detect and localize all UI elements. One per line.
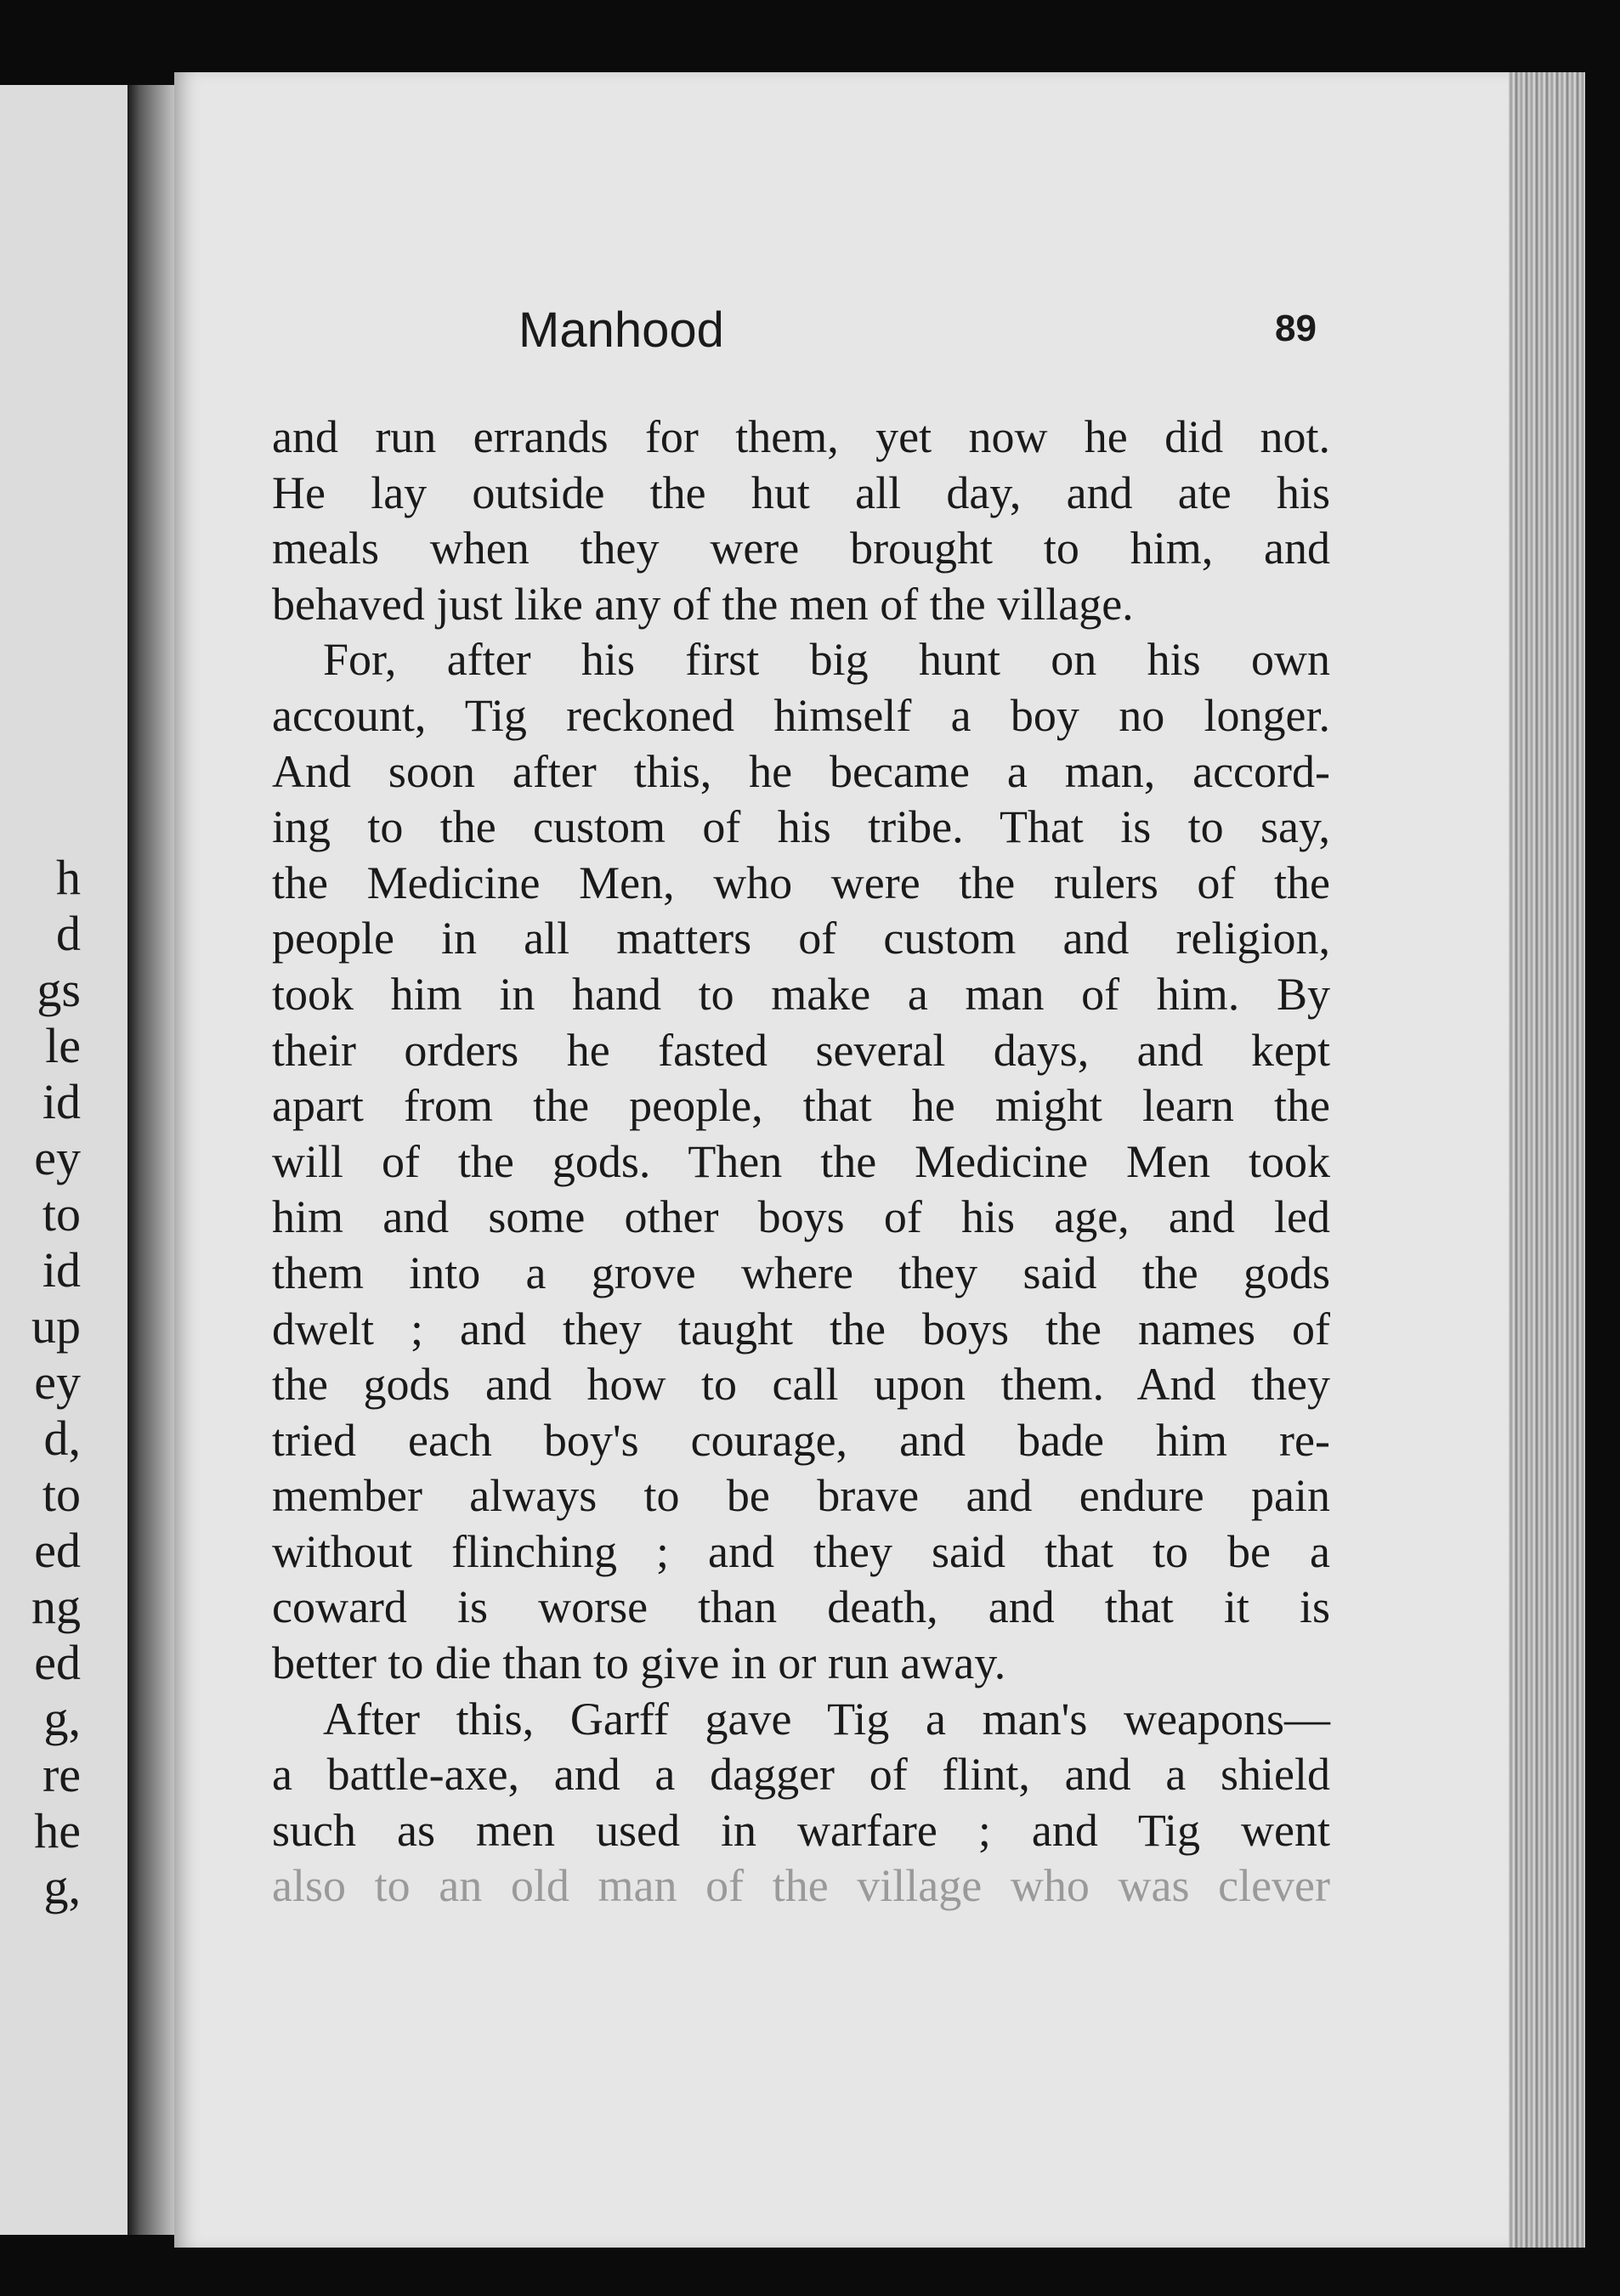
- text-line: dwelt ; and they taught the boys the names of: [272, 1303, 1330, 1354]
- running-title: Manhood: [518, 303, 724, 358]
- facing-page-text: re: [42, 1747, 81, 1802]
- text-line: will of the gods. Then the Medicine Men took: [272, 1135, 1330, 1187]
- text-line: without flinching ; and they said that to be a: [272, 1525, 1330, 1577]
- body-text: [272, 410, 1330, 1914]
- text-line: their orders he fasted several days, and kept: [272, 1024, 1330, 1076]
- text-line: coward is worse than death, and that it is: [272, 1581, 1330, 1633]
- facing-page-text: ey: [34, 1130, 81, 1185]
- facing-page-text: id: [42, 1242, 81, 1298]
- text-line: such as men used in warfare ; and Tig went: [272, 1804, 1330, 1856]
- text-line: better to die than to give in or run away.: [272, 1637, 1006, 1689]
- text-line: And soon after this, he became a man, accord-: [272, 745, 1330, 797]
- text-line: For, after his first big hunt on his own: [323, 634, 1330, 686]
- facing-page-text: ey: [34, 1354, 81, 1410]
- facing-page-text: ed: [34, 1635, 81, 1690]
- text-line: him and some other boys of his age, and led: [272, 1191, 1330, 1243]
- text-line: people in all matters of custom and religion,: [272, 913, 1330, 964]
- page-number: 89: [1275, 308, 1317, 349]
- text-line: ing to the custom of his tribe. That is to say,: [272, 801, 1330, 853]
- text-line: member always to be brave and endure pain: [272, 1470, 1330, 1522]
- text-line: apart from the people, that he might learn the: [272, 1080, 1330, 1132]
- text-line: tried each boy's courage, and bade him re-: [272, 1414, 1330, 1466]
- text-line: the Medicine Men, who were the rulers of the: [272, 857, 1330, 908]
- facing-page-text: le: [45, 1018, 81, 1073]
- facing-page-text: gs: [37, 962, 81, 1017]
- facing-page-text: ng: [31, 1579, 81, 1634]
- text-line: He lay outside the hut all day, and ate his: [272, 467, 1330, 518]
- facing-page-text: up: [31, 1298, 81, 1354]
- text-line: and run errands for them, yet now he did not.: [272, 411, 1330, 462]
- facing-page-text: he: [34, 1803, 81, 1858]
- text-line: behaved just like any of the men of the village.: [272, 578, 1134, 630]
- facing-page-text: d: [56, 906, 81, 961]
- text-line: also to an old man of the village who was clever: [272, 1860, 1330, 1912]
- facing-page-text: to: [42, 1186, 81, 1241]
- facing-page-text: g,: [43, 1691, 81, 1746]
- facing-page-text: id: [42, 1074, 81, 1129]
- text-line: After this, Garff gave Tig a man's weapons—: [323, 1693, 1330, 1745]
- facing-page-fragment: [0, 85, 127, 2235]
- facing-page-text: to: [42, 1467, 81, 1522]
- text-line: account, Tig reckoned himself a boy no longer.: [272, 689, 1330, 741]
- text-line: them into a grove where they said the gods: [272, 1247, 1330, 1298]
- facing-page-text: g,: [43, 1859, 81, 1914]
- facing-page-text: d,: [43, 1411, 81, 1466]
- facing-page-text: h: [56, 850, 81, 905]
- facing-page-text: ed: [34, 1523, 81, 1578]
- page-fore-edge: [1509, 72, 1585, 2248]
- text-line: took him in hand to make a man of him. By: [272, 968, 1330, 1020]
- book-gutter-shadow: [127, 85, 178, 2235]
- text-line: the gods and how to call upon them. And they: [272, 1359, 1330, 1411]
- text-line: a battle-axe, and a dagger of flint, and a shield: [272, 1749, 1330, 1801]
- text-line: meals when they were brought to him, and: [272, 523, 1330, 574]
